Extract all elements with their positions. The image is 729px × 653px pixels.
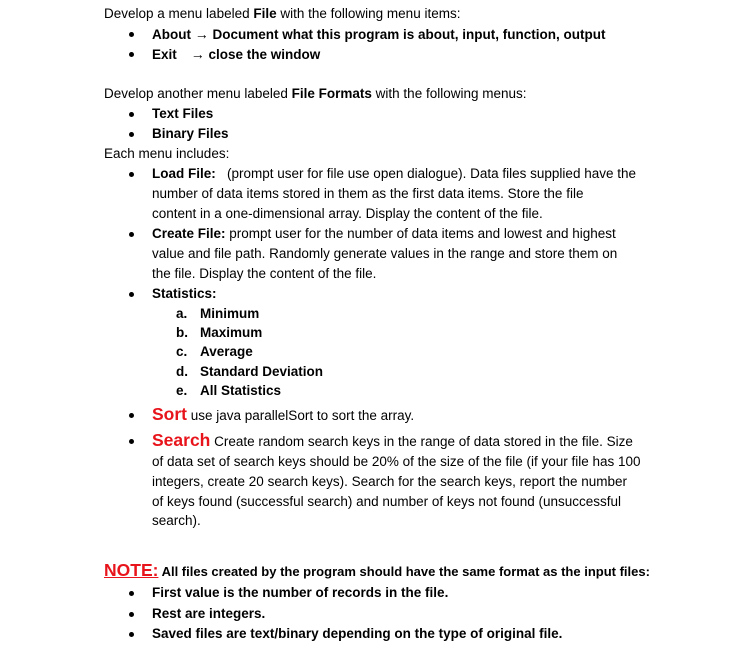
bullet-icon	[129, 112, 134, 117]
statistics-item-letter: c.	[176, 344, 188, 359]
statistics-item-all: All Statistics	[200, 383, 282, 398]
statistics-item-minimum: Minimum	[200, 306, 260, 321]
bullet-icon	[129, 413, 134, 418]
search-line-3: integers, create 20 search keys). Search for the search keys, report the number	[152, 474, 627, 489]
statistics-item-letter: d.	[176, 364, 188, 379]
create-file-line-2: value and file path. Randomly generate values in the range and store them on	[152, 246, 618, 261]
each-menu-includes: Each menu includes:	[104, 146, 230, 161]
bullet-icon	[129, 32, 134, 37]
bullet-icon	[129, 439, 134, 444]
arrow-right-icon: →	[194, 26, 209, 42]
statistics-item-average: Average	[200, 344, 253, 359]
note-item-first-value: First value is the number of records in the file.	[152, 585, 449, 600]
formats-menu-item-binary: Binary Files	[152, 126, 229, 141]
arrow-right-icon: →	[190, 46, 205, 62]
statistics-item-letter: a.	[176, 306, 188, 321]
statistics-item-letter: b.	[176, 325, 188, 340]
bullet-icon	[129, 232, 134, 237]
load-file-line-1: Load File: (prompt user for file use open dialogue). Data files supplied have the	[152, 166, 636, 181]
bullet-icon	[129, 52, 134, 57]
note-item-saved-files: Saved files are text/binary depending on the type of original file.	[152, 626, 563, 641]
file-menu-item-about: About → Document what this program is about, input, function, output	[152, 26, 606, 42]
search-line-5: search).	[152, 513, 201, 528]
bullet-icon	[129, 591, 134, 596]
file-menu-item-exit: Exit → close the window	[152, 46, 321, 62]
search-line-1: Search Create random search keys in the range of data stored in the file. Size	[152, 430, 633, 450]
bullet-icon	[129, 612, 134, 617]
create-file-line-1: Create File: prompt user for the number of data items and lowest and highest	[152, 226, 616, 241]
statistics-item-std-dev: Standard Deviation	[200, 364, 324, 379]
bullet-icon	[129, 172, 134, 177]
search-line-4: of keys found (successful search) and number of keys not found (unsuccessful	[152, 494, 621, 509]
note-heading: NOTE: All files created by the program should have the same format as the input files:	[104, 560, 650, 580]
create-file-line-3: the file. Display the content of the file.	[152, 266, 377, 281]
load-file-line-3: content in a one-dimensional array. Display the content of the file.	[152, 206, 543, 221]
statistics-item-letter: e.	[176, 383, 188, 398]
bullet-icon	[129, 632, 134, 637]
sort-line: Sort use java parallelSort to sort the array.	[152, 404, 415, 424]
file-menu-intro: Develop a menu labeled File with the following menu items:	[104, 6, 461, 21]
formats-menu-intro: Develop another menu labeled File Formats with the following menus:	[104, 86, 527, 101]
load-file-line-2: number of data items stored in them as the first data items. Store the file	[152, 186, 584, 201]
note-item-rest-integers: Rest are integers.	[152, 606, 266, 621]
bullet-icon	[129, 292, 134, 297]
search-line-2: of data set of search keys should be 20% of the size of the file (if your file has 100	[152, 454, 641, 469]
bullet-icon	[129, 132, 134, 137]
statistics-label: Statistics:	[152, 286, 217, 301]
formats-menu-item-text: Text Files	[152, 106, 214, 121]
statistics-item-maximum: Maximum	[200, 325, 263, 340]
